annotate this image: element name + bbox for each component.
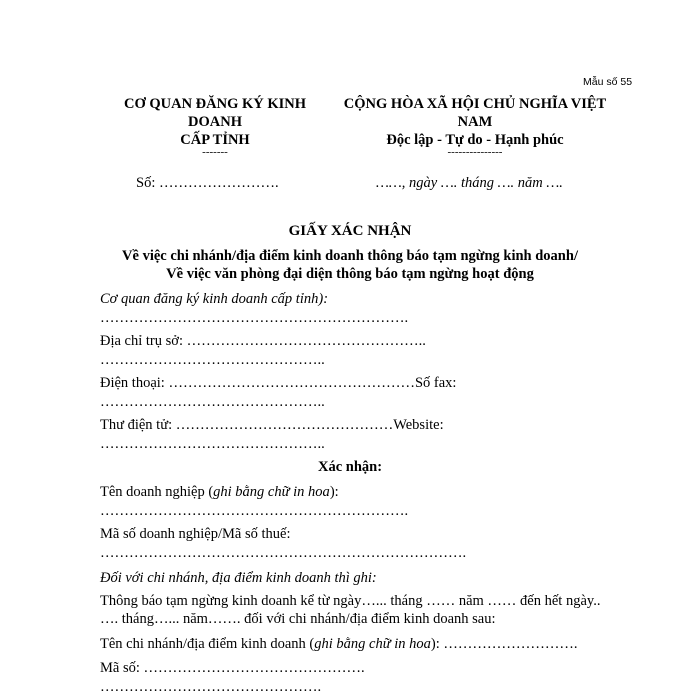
document-date: ……, ngày …. tháng …. năm …. bbox=[376, 175, 563, 191]
email-dots: ……………………………………….. bbox=[100, 436, 325, 452]
country-line-1: CỘNG HÒA XÃ HỘI CHỦ NGHĨA VIỆT bbox=[343, 96, 607, 112]
subtitle-line-1: Về việc chi nhánh/địa điểm kinh doanh thông báo tạm ngừng kinh doanh/ bbox=[122, 248, 578, 264]
agency-line-1: CƠ QUAN ĐĂNG KÝ KINH bbox=[123, 96, 307, 112]
branch-code-field: Mã số: ………………………………………. bbox=[100, 660, 365, 676]
agency-rule: ------- bbox=[202, 146, 228, 158]
motto-rule: --------------- bbox=[447, 146, 503, 158]
document-title: GIẤY XÁC NHẬN bbox=[288, 223, 412, 239]
agency-dots: ………………………………………………………. bbox=[100, 310, 409, 326]
enterprise-name-prefix: Tên doanh nghiệp ( bbox=[100, 484, 214, 500]
phone-fax-field: Điện thoại: ……………………………………………Số fax: bbox=[100, 375, 457, 391]
address-field: Địa chỉ trụ sở: ………………………………………….. bbox=[100, 333, 426, 349]
branch-code-dots: ………………………………………. bbox=[100, 679, 322, 695]
document-number: Số: ……………………. bbox=[136, 175, 279, 191]
enterprise-name-dots: ………………………………………………………. bbox=[100, 503, 409, 519]
branch-name-suffix: ): ………………………. bbox=[430, 636, 578, 652]
enterprise-code-label: Mã số doanh nghiệp/Mã số thuế: bbox=[100, 526, 291, 542]
email-website-field: Thư điện tử: ………………………………………Website: bbox=[100, 417, 444, 433]
agency-line-2: DOANH bbox=[188, 114, 242, 130]
motto: Độc lập - Tự do - Hạnh phúc bbox=[386, 132, 564, 148]
suspend-line-1: Thông báo tạm ngừng kinh doanh kể từ ngày…... tháng …… năm …… đến hết ngày.. bbox=[100, 593, 601, 609]
form-code: Mẫu số 55 bbox=[583, 76, 633, 88]
enterprise-code-dots: …………………………………………………………………. bbox=[100, 545, 467, 561]
agency-label: Cơ quan đăng ký kinh doanh cấp tỉnh): bbox=[100, 291, 329, 307]
confirm-heading: Xác nhận: bbox=[317, 459, 383, 475]
agency-line-3: CẤP TỈNH bbox=[180, 132, 250, 148]
phone-dots: ……………………………………….. bbox=[100, 394, 325, 410]
address-dots: ……………………………………….. bbox=[100, 352, 325, 368]
enterprise-name-label bbox=[100, 484, 339, 501]
enterprise-name-suffix: ): bbox=[329, 484, 339, 500]
suspend-line-2: …. tháng…... năm……. đối với chi nhánh/địa điểm kinh doanh sau: bbox=[100, 611, 496, 627]
branch-name-italic: ghi bằng chữ in hoa bbox=[314, 636, 431, 652]
country-line-2: NAM bbox=[457, 114, 493, 130]
branch-name-label bbox=[100, 636, 578, 653]
subtitle-line-2: Về việc văn phòng đại diện thông báo tạm ngừng hoạt động bbox=[166, 266, 534, 282]
branch-note: Đối với chi nhánh, địa điểm kinh doanh thì ghi: bbox=[100, 570, 377, 586]
branch-name-prefix: Tên chi nhánh/địa điểm kinh doanh ( bbox=[100, 636, 315, 652]
enterprise-name-italic: ghi bằng chữ in hoa bbox=[213, 484, 330, 500]
